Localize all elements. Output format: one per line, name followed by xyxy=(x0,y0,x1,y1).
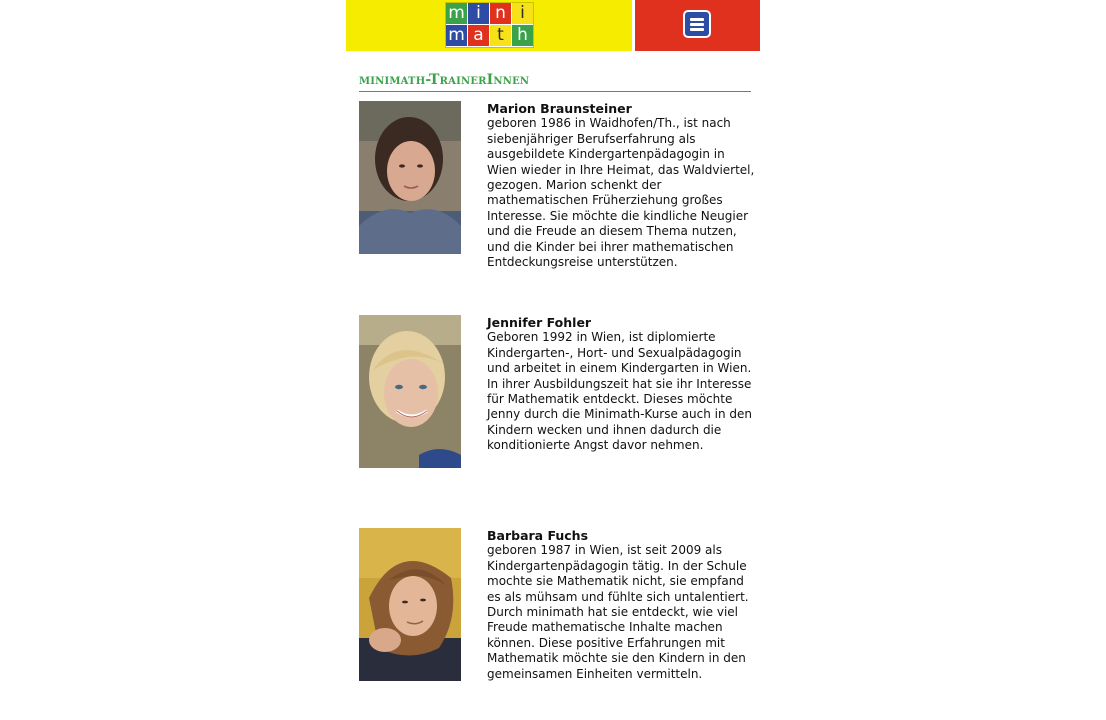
trainer-name: Barbara Fuchs xyxy=(487,528,589,543)
trainer-info xyxy=(487,101,755,270)
menu-button[interactable] xyxy=(683,10,711,38)
trainer-name: Marion Braunsteiner xyxy=(487,101,632,116)
logo-tile: m xyxy=(446,3,467,24)
logo-tile: i xyxy=(512,3,533,24)
trainer-photo xyxy=(359,528,461,681)
logo-tile: a xyxy=(468,25,489,46)
minimath-logo[interactable] xyxy=(446,3,533,47)
trainer-bio: geboren 1987 in Wien, ist seit 2009 als Kindergartenpädagogin tätig. In der Schule mochte sie Mathematik nicht, sie empfand es als mühsam und fühlte sich untalentiert. Durch minimath hat sie entdeckt, wie viel Freude mathematische Inhalte machen können. Diese positive Erfahrungen mit Mathematik möchte sie den Kindern in den gemeinsamen Einheiten vermitteln. xyxy=(487,543,749,681)
trainer-bio: Geboren 1992 in Wien, ist diplomierte Kindergarten-, Hort- und Sexualpädagogin und arbeitet in einem Kindergarten in Wien. In ihrer Ausbildungszeit hat sie ihr Interesse für Mathematik entdeckt. Dieses möchte Jenny durch die Minimath-Kurse auch in den Kindern wecken und ihnen dadurch die konditionierte Angst davor nehmen. xyxy=(487,330,753,453)
logo-tile: m xyxy=(446,25,467,46)
logo-tile: h xyxy=(512,25,533,46)
title-divider xyxy=(359,91,751,92)
logo-tile: n xyxy=(490,3,511,24)
trainer-info xyxy=(487,315,755,454)
logo-tile: i xyxy=(468,3,489,24)
page-title: minimath-TrainerInnen xyxy=(359,72,530,88)
trainer-photo xyxy=(359,315,461,468)
trainer-info xyxy=(487,528,755,682)
logo-tile: t xyxy=(490,25,511,46)
trainer-name: Jennifer Fohler xyxy=(487,315,592,330)
trainer-bio: geboren 1986 in Waidhofen/Th., ist nach siebenjähriger Berufserfahrung als ausgebildete Kindergartenpädagogin in Wien wieder in Ihre Heimat, das Waldviertel, gezogen. Marion schenkt der mathematischen Früherziehung großes Interesse. Sie möchte die kindliche Neugier und die Freude an diesem Thema nutzen, und die Kinder bei ihrer mathematischen Entdeckungsreise unterstützen. xyxy=(487,116,755,270)
trainer-photo xyxy=(359,101,461,254)
